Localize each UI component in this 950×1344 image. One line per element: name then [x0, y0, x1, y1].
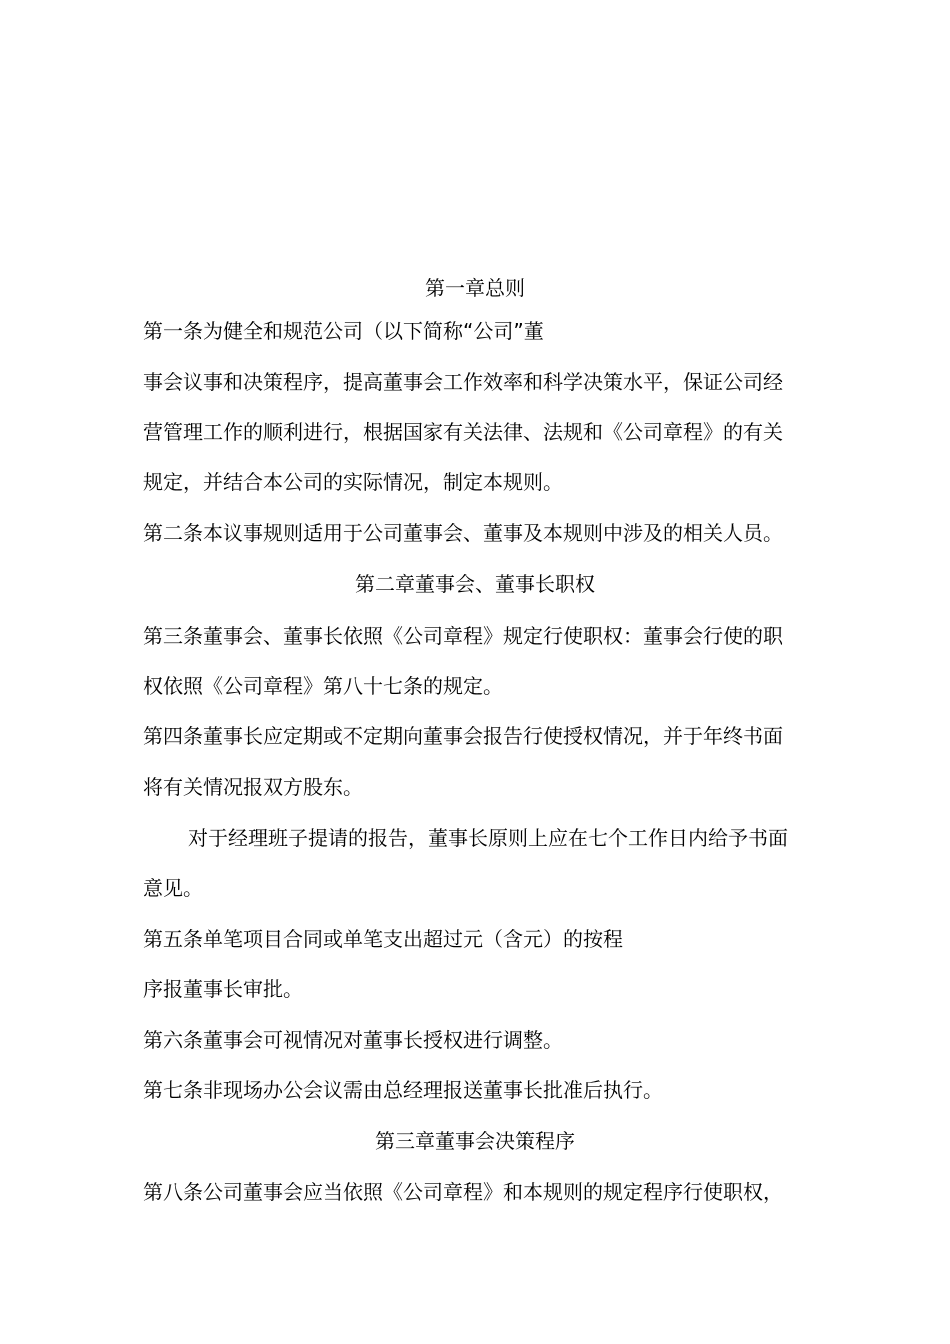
- article-4-line-2: 将有关情况报双方股东。: [143, 775, 363, 799]
- chapter-1-heading: 第一章总则: [425, 276, 525, 300]
- article-6-line-1: 第六条董事会可视情况对董事长授权进行调整。: [143, 1028, 563, 1052]
- article-1-line-1: 第一条为健全和规范公司（以下简称“公司”董: [143, 319, 544, 343]
- article-8-line-1: 第八条公司董事会应当依照《公司章程》和本规则的规定程序行使职权，: [143, 1180, 783, 1204]
- article-4-line-3: 对于经理班子提请的报告，董事长原则上应在七个工作日内给予书面: [188, 826, 788, 850]
- article-3-line-1: 第三条董事会、董事长依照《公司章程》规定行使职权：董事会行使的职: [143, 624, 783, 648]
- article-1-line-3: 营管理工作的顺利进行，根据国家有关法律、法规和《公司章程》的有关: [143, 420, 783, 444]
- article-5-line-1: 第五条单笔项目合同或单笔支出超过元（含元）的按程: [143, 927, 623, 951]
- article-7-line-1: 第七条非现场办公会议需由总经理报送董事长批准后执行。: [143, 1078, 663, 1102]
- chapter-2-heading: 第二章董事会、董事长职权: [355, 572, 595, 596]
- chapter-3-heading: 第三章董事会决策程序: [375, 1129, 575, 1153]
- article-3-line-2: 权依照《公司章程》第八十七条的规定。: [143, 674, 503, 698]
- article-5-line-2: 序报董事长审批。: [143, 977, 303, 1001]
- article-2-line-1: 第二条本议事规则适用于公司董事会、董事及本规则中涉及的相关人员。: [143, 521, 783, 545]
- article-1-line-4: 规定，并结合本公司的实际情况，制定本规则。: [143, 470, 563, 494]
- article-4-line-1: 第四条董事长应定期或不定期向董事会报告行使授权情况，并于年终书面: [143, 724, 783, 748]
- article-1-line-2: 事会议事和决策程序，提高董事会工作效率和科学决策水平，保证公司经: [143, 370, 783, 394]
- article-4-line-4: 意见。: [143, 876, 203, 900]
